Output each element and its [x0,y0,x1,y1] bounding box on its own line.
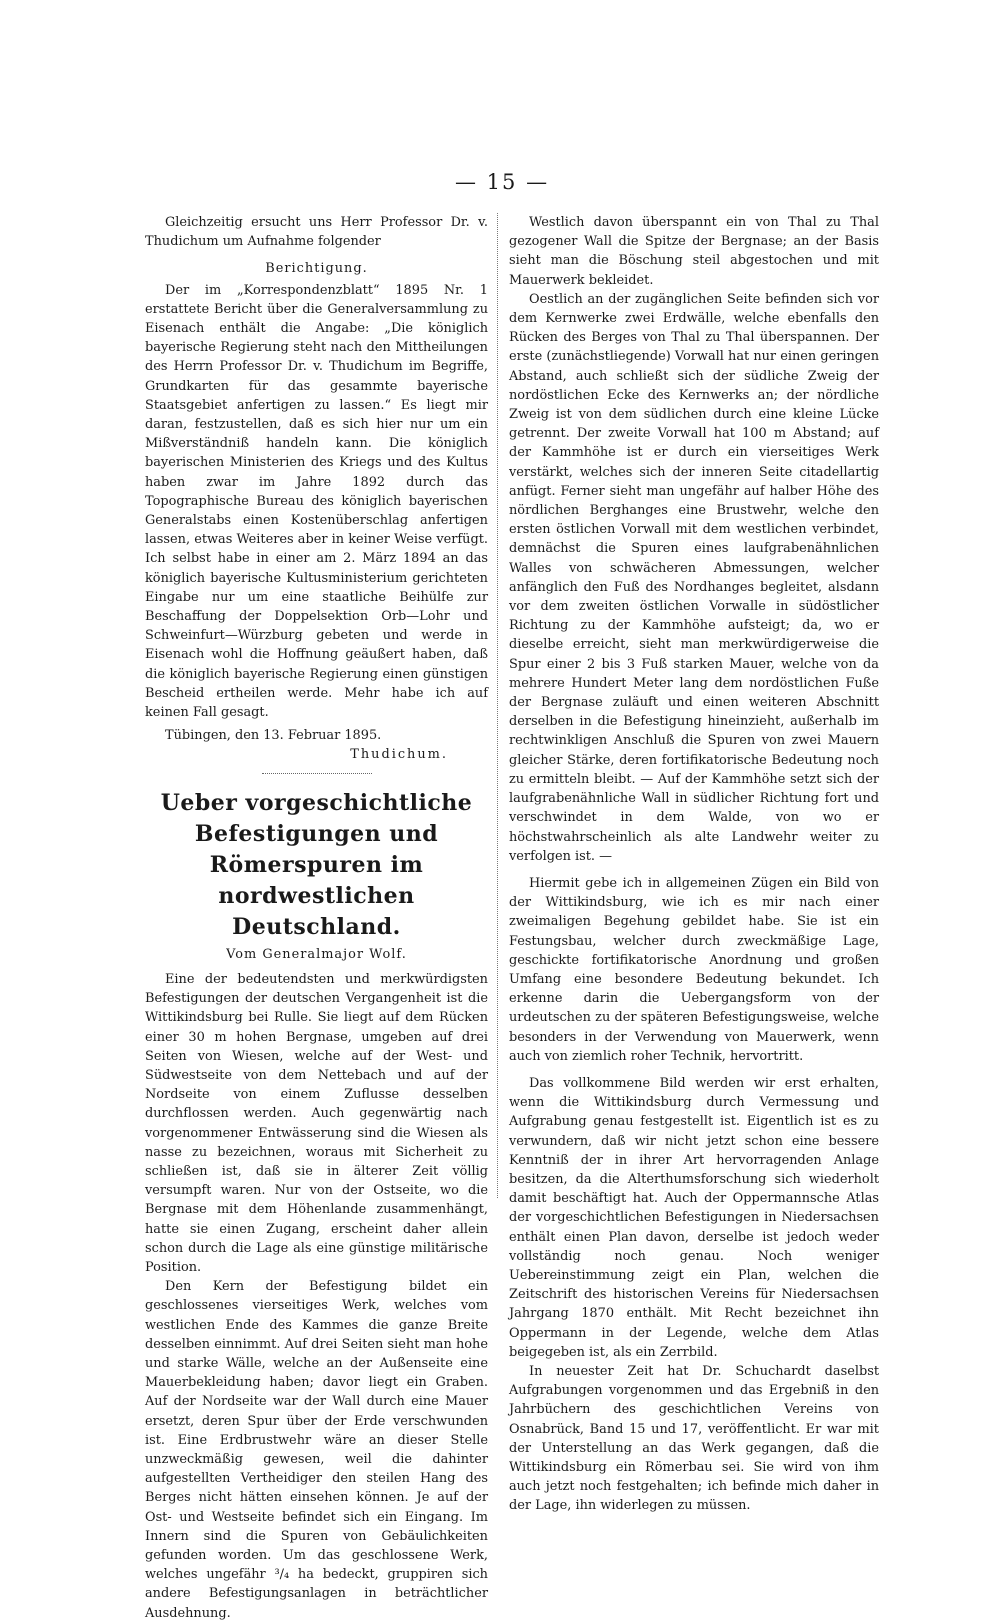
paragraph: Der im „Korrespondenzblatt“ 1895 Nr. 1 erstattete Bericht über die Generalversammlung zu Eisenach enthält die Angabe: „Die königlich bayerische Regierung steht nach den Mittheilungen des Herrn Professor Dr. v. Thudichum im Begriffe, Grundkarten für das gesammte bayerische Staatsgebiet anfertigen zu lassen.“ Es liegt mir daran, festzustellen, daß es sich hier nur um ein Mißverständniß handeln kann. Die königlich bayerischen Ministerien des Kriegs und des Kultus haben zwar im Jahre 1892 durch das Topographische Bureau des königlich bayerischen Generalstabs einen Kostenüberschlag anfertigen lassen, etwas Weiteres aber in keiner Weise verfügt. Ich selbst habe in einer am 2. März 1894 an das königlich bayerische Kultusministerium gerichteten Eingabe nur um eine staatliche Beihülfe zur Beschaffung der Doppelsektion Orb—Lohr und Schweinfurt—Würzburg gebeten und werde in Eisenach wohl die Hoffnung geäußert haben, daß die königlich bayerische Regierung einen günstigen Bescheid ertheilen werde. Mehr habe ich auf keinen Fall gesagt. [145,282,488,721]
signature: Thudichum. [350,747,448,763]
paragraph: In neuester Zeit hat Dr. Schuchardt daselbst Aufgrabungen vorgenommen und das Ergebniß in den Jahrbüchern des geschichtlichen Vereins von Osnabrück, Band 15 und 17, veröffentlicht. Er war mit der Unterstellung an das Werk gegangen, daß die Wittikindsburg ein Römerbau sei. Sie wird von ihm auch jetzt noch festgehalten; ich befinde mich daher in der Lage, ihn widerlegen zu müssen. [509,1363,879,1514]
paragraph: Eine der bedeutendsten und merkwürdigsten Befestigungen der deutschen Vergangenheit ist die Wittikindsburg bei Rulle. Sie liegt auf dem Rücken einer 30 m hohen Bergnase, umgeben auf drei Seiten von Wiesen, welche auf der West- und Südwestseite von dem Nettebach und auf der Nordseite von einem Zuflusse desselben durchflossen werden. Auch gegenwärtig nach vorgenommener Entwässerung sind die Wiesen als nasse zu bezeichnen, woraus mit Sicherheit zu schließen ist, daß sie in älterer Zeit völlig versumpft waren. Nur von der Ostseite, wo die Bergnase mit dem Höhenlande zusammenhängt, hatte sie einen Zugang, erscheint daher allein schon durch die Lage als eine günstige militärische Position. [145,971,488,1275]
right-column [509,213,879,1516]
paragraph: Oestlich an der zugänglichen Seite befinden sich vor dem Kernwerke zwei Erdwälle, welche ebenfalls den Rücken des Berges von Thal zu Thal überspannen. Der erste (zunächstliegende) Vorwall hat nur einen geringen Abstand, auch schließt sich der südliche Zweig der nordöstlichen Ecke des Kernwerks an; der nördliche Zweig ist von dem südlichen durch eine kleine Lücke getrennt. Der zweite Vorwall hat 100 m Abstand; auf der Kammhöhe ist er durch ein vierseitiges Werk verstärkt, welches sich der inneren Seite citadellartig anfügt. Ferner sieht man ungefähr auf halber Höhe des nördlichen Berghanges eine Brustwehr, welche den ersten östlichen Vorwall mit dem westlichen verbindet, demnächst die Spuren eines laufgrabenähnlichen Walles von schwächeren Abmessungen, welcher anfänglich den Fuß des Nordhanges begleitet, alsdann vor dem zweiten östlichen Vorwalle in südöstlicher Richtung zu der Kammhöhe aufsteigt; da, wo er dieselbe erreicht, sieht man merkwürdigerweise die Spur einer 2 bis 3 Fuß starken Mauer, welche von da mehrere Hundert Meter lang dem nordöstlichen Fuße der Bergnase zuläuft und einen weiteren Abschnitt derselben in die Befestigung hineinzieht, außerhalb im rechtwinkligen Anschluß die Spuren von zwei Mauern gleicher Stärke, deren fortifikatorische Bedeutung noch zu ermitteln bleibt. — Auf der Kammhöhe setzt sich der laufgrabenähnliche Wall in südlicher Richtung fort und verschwindet in dem Walde, von wo er höchstwahrscheinlich als alte Landwehr weiter zu verfolgen ist. — [509,291,879,864]
byline: Vom Generalmajor Wolf. [226,946,407,962]
section-divider [262,773,372,774]
paragraph: Hiermit gebe ich in allgemeinen Zügen ein Bild von der Wittikindsburg, wie ich es mir nach einer zweimaligen Begehung gebildet habe. Sie ist ein Festungsbau, welcher durch zweckmäßige Lage, geschickte fortifikatorische Anordnung und großen Umfang eine besondere Bedeutung bekundet. Ich erkenne darin die Uebergangsform von der urdeutschen zu der späteren Befestigungsweise, welche besonders in der Verwendung von Mauerwerk, wenn auch von ziemlich roher Technik, hervortritt. [509,875,879,1064]
column-divider [497,213,499,1198]
section-heading: Berichtigung. [265,261,368,277]
paragraph: Das vollkommene Bild werden wir erst erhalten, wenn die Wittikindsburg durch Vermessung und Aufgrabung genau festgestellt ist. Eigentlich ist es zu verwundern, daß wir nicht jetzt schon eine bessere Kenntniß der in ihrer Art hervorragenden Anlage besitzen, da die Alterthumsforschung sich wiederholt damit beschäftigt hat. Auch der Oppermannsche Atlas der vorgeschichtlichen Befestigungen in Niedersachsen enthält einen Plan davon, derselbe ist jedoch weder vollständig noch genau. Noch weniger Uebereinstimmung zeigt ein Plan, welchen die Zeitschrift des historischen Vereins für Niedersachsen Jahrgang 1870 enthält. Mit Recht bezeichnet ihn Oppermann in der Legende, welche dem Atlas beigegeben ist, als ein Zerrbild. [509,1075,879,1360]
paragraph: Westlich davon überspannt ein von Thal zu Thal gezogener Wall die Spitze der Bergnase; an der Basis sieht man die Böschung steil abgestochen und mit Mauerwerk bekleidet. [509,215,879,288]
intro-paragraph: Gleichzeitig ersucht uns Herr Professor Dr. v. Thudichum um Aufnahme folgender [145,215,488,250]
left-column [145,213,488,1623]
date-line: Tübingen, den 13. Februar 1895. [165,728,382,744]
article-title: Ueber vorgeschichtliche Befestigungen und Römerspuren im nordwestlichen Deutschland. [160,789,473,940]
page-number: — 15 — [455,170,550,194]
paragraph: Den Kern der Befestigung bildet ein geschlossenes vierseitiges Werk, welches vom westlichen Ende des Kammes die ganze Breite desselben einnimmt. Auf drei Seiten sieht man hohe und starke Wälle, welche an der Außenseite eine Mauerbekleidung haben; davor liegt ein Graben. Auf der Nordseite war der Wall durch eine Mauer ersetzt, deren Spur über der Erde verschwunden ist. Eine Erdbrustwehr wäre an dieser Stelle unzweckmäßig gewesen, weil die dahinter aufgestellten Vertheidiger den steilen Hang des Berges nicht hätten einsehen können. Je auf der Ost- und Westseite befindet sich ein Eingang. Im Innern sind die Spuren von Gebäulichkeiten gefunden worden. Um das geschlossene Werk, welches ungefähr ³/₄ ha bedeckt, gruppiren sich andere Befestigungsanlagen in beträchtlicher Ausdehnung. [145,1279,488,1621]
